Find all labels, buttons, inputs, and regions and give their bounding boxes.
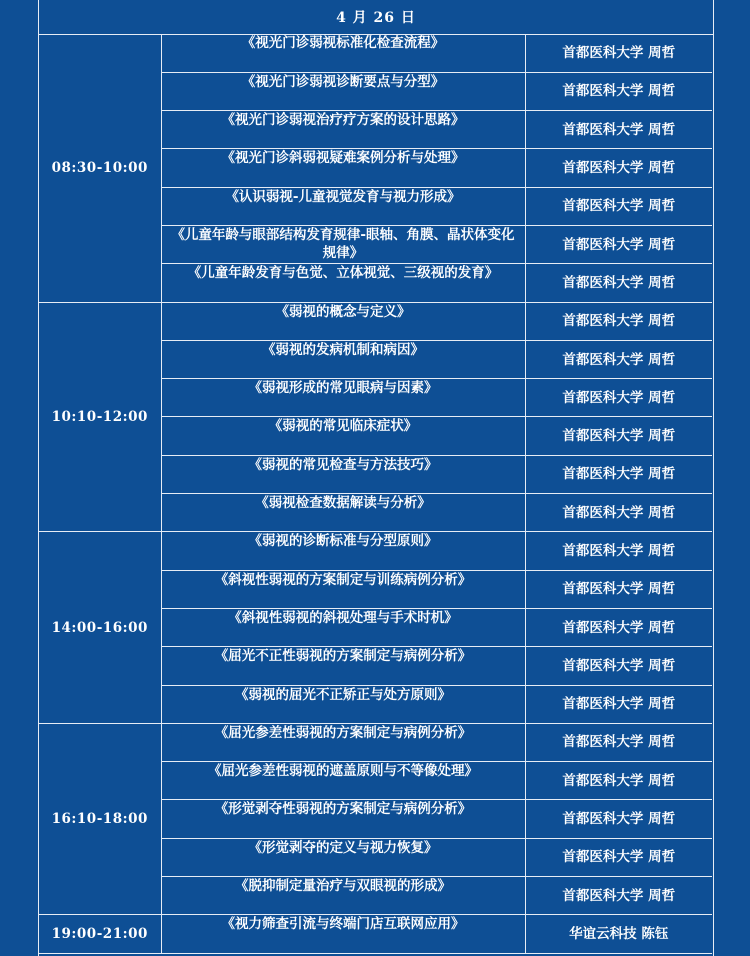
lecture-topic: 《弱视形成的常见眼病与因素》 [161, 379, 525, 417]
lecture-topic: 《脱抑制定量治疗与双眼视的形成》 [161, 877, 525, 915]
lecture-topic: 《弱视的诊断标准与分型原则》 [161, 532, 525, 570]
lecture-speaker: 首都医科大学 周哲 [525, 723, 712, 761]
lecture-topic: 《弱视的发病机制和病因》 [161, 340, 525, 378]
lecture-speaker: 首都医科大学 周哲 [525, 494, 712, 532]
schedule-sheet [38, 0, 714, 956]
table-row [39, 723, 712, 761]
lecture-speaker: 首都医科大学 周哲 [525, 838, 712, 876]
lecture-topic: 《弱视的概念与定义》 [161, 302, 525, 340]
lecture-speaker: 首都医科大学 周哲 [525, 379, 712, 417]
schedule-body [39, 34, 712, 953]
lecture-speaker: 首都医科大学 周哲 [525, 34, 712, 72]
lecture-topic: 《斜视性弱视的方案制定与训练病例分析》 [161, 570, 525, 608]
lecture-topic: 《视力筛查引流与终端门店互联网应用》 [161, 915, 525, 953]
session-time: 16:10-18:00 [39, 723, 161, 914]
lecture-speaker: 首都医科大学 周哲 [525, 570, 712, 608]
lecture-topic: 《儿童年龄发育与色觉、立体视觉、三级视的发育》 [161, 264, 525, 302]
lecture-topic: 《认识弱视-儿童视觉发育与视力形成》 [161, 187, 525, 225]
lecture-speaker: 首都医科大学 周哲 [525, 225, 712, 263]
table-row [39, 302, 712, 340]
lecture-topic: 《儿童年龄与眼部结构发育规律-眼轴、角膜、晶状体变化规律》 [161, 225, 525, 263]
date-header: 4 月 26 日 [39, 0, 713, 35]
lecture-topic: 《斜视性弱视的斜视处理与手术时机》 [161, 608, 525, 646]
lecture-speaker: 华谊云科技 陈钰 [525, 915, 712, 953]
session-time: 08:30-10:00 [39, 34, 161, 302]
lecture-speaker: 首都医科大学 周哲 [525, 608, 712, 646]
lecture-speaker: 首都医科大学 周哲 [525, 800, 712, 838]
lecture-speaker: 首都医科大学 周哲 [525, 417, 712, 455]
lecture-speaker: 首都医科大学 周哲 [525, 647, 712, 685]
lecture-topic: 《形觉剥夺性弱视的方案制定与病例分析》 [161, 800, 525, 838]
lecture-topic: 《视光门诊弱视治疗疗方案的设计思路》 [161, 111, 525, 149]
lecture-speaker: 首都医科大学 周哲 [525, 455, 712, 493]
lecture-speaker: 首都医科大学 周哲 [525, 340, 712, 378]
lecture-topic: 《形觉剥夺的定义与视力恢复》 [161, 838, 525, 876]
lecture-speaker: 首都医科大学 周哲 [525, 685, 712, 723]
lecture-speaker: 首都医科大学 周哲 [525, 149, 712, 187]
lecture-speaker: 首都医科大学 周哲 [525, 762, 712, 800]
lecture-topic: 《弱视检查数据解读与分析》 [161, 494, 525, 532]
lecture-speaker: 首都医科大学 周哲 [525, 302, 712, 340]
lecture-topic: 《屈光参差性弱视的方案制定与病例分析》 [161, 723, 525, 761]
lecture-topic: 《弱视的屈光不正矫正与处方原则》 [161, 685, 525, 723]
schedule-table [39, 34, 712, 954]
lecture-topic: 《屈光参差性弱视的遮盖原则与不等像处理》 [161, 762, 525, 800]
session-time: 14:00-16:00 [39, 532, 161, 723]
lecture-topic: 《视光门诊斜弱视疑难案例分析与处理》 [161, 149, 525, 187]
lecture-topic: 《视光门诊弱视诊断要点与分型》 [161, 72, 525, 110]
lecture-speaker: 首都医科大学 周哲 [525, 187, 712, 225]
lecture-topic: 《弱视的常见临床症状》 [161, 417, 525, 455]
lecture-speaker: 首都医科大学 周哲 [525, 72, 712, 110]
session-time: 10:10-12:00 [39, 302, 161, 532]
table-row [39, 915, 712, 953]
lecture-speaker: 首都医科大学 周哲 [525, 532, 712, 570]
table-row [39, 34, 712, 72]
session-time: 19:00-21:00 [39, 915, 161, 953]
table-row [39, 532, 712, 570]
lecture-speaker: 首都医科大学 周哲 [525, 877, 712, 915]
lecture-topic: 《视光门诊弱视标准化检查流程》 [161, 34, 525, 72]
lecture-speaker: 首都医科大学 周哲 [525, 111, 712, 149]
lecture-speaker: 首都医科大学 周哲 [525, 264, 712, 302]
lecture-topic: 《弱视的常见检查与方法技巧》 [161, 455, 525, 493]
lecture-topic: 《屈光不正性弱视的方案制定与病例分析》 [161, 647, 525, 685]
